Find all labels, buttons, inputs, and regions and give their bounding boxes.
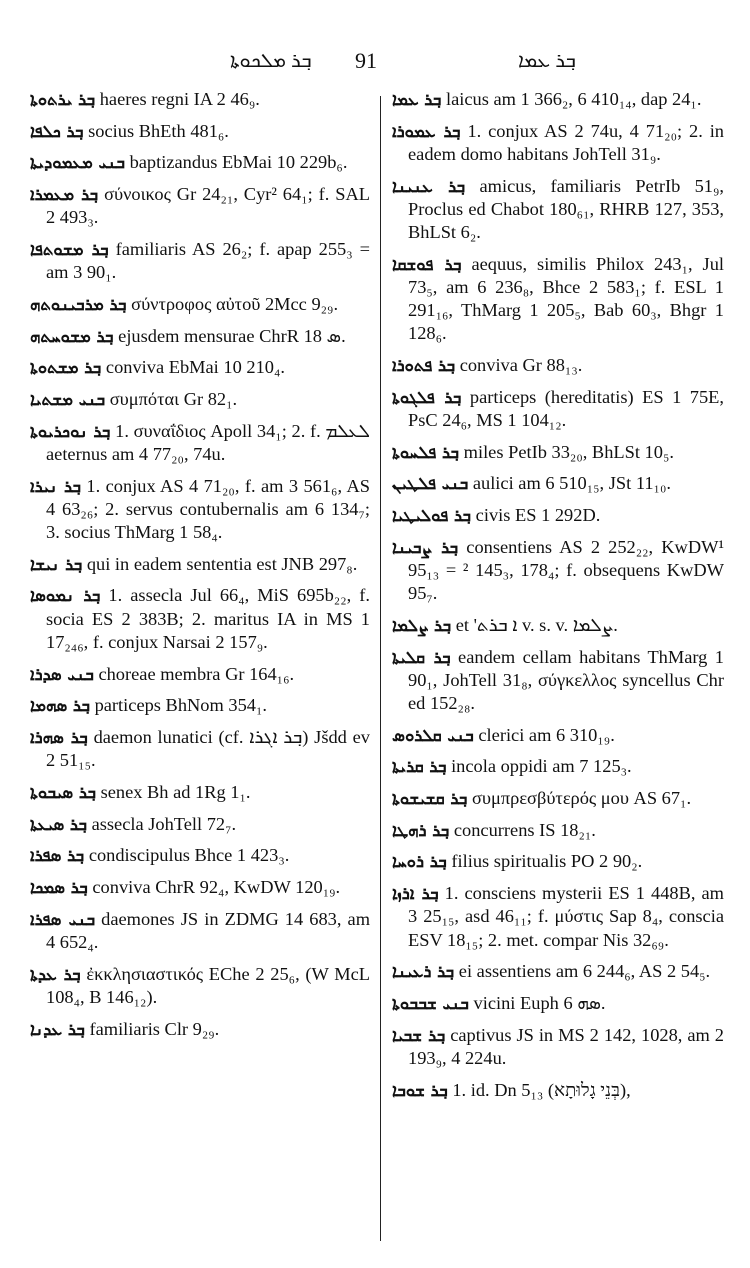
right-running-head: ܒ݂ܪ ܥܡܐ (518, 50, 576, 72)
dictionary-entry (30, 694, 370, 717)
dictionary-entry (392, 724, 724, 747)
entry-definition: daemones JS in ZDMG 14 683, am 4 652₄. (46, 908, 370, 952)
syriac-headword: ܒ݂ܪ ܡܫܬܘܬܐ (30, 358, 102, 378)
syriac-headword: ܒ݂ܪ ܩܫܝܫܘܬܐ (392, 789, 468, 809)
entry-definition: choreae membra Gr 164₁₆. (98, 663, 295, 684)
syriac-headword: ܒ݂ܪ ܥܡܘܪܐ (392, 121, 461, 141)
syriac-headword: ܒ݂ܪ ܡܪܒܝܢܘܬܗ (30, 294, 127, 314)
entry-definition: familiaris AS 26₂; f. apap 255₃ = am 3 90₁. (46, 239, 370, 283)
syriac-headword: ܒܢܝ ܫܒܒܘܬܐ (392, 994, 469, 1013)
syriac-headword: ܒ݂ܪ ܨܠܡܐ (392, 615, 452, 635)
syriac-headword: ܒ݂ܪ ܝܪܬܘܬܐ (30, 90, 96, 109)
dictionary-entry (392, 536, 724, 606)
entry-definition: σύντροφος αὐτοῦ 2Mcc 9₂₉. (131, 293, 339, 314)
entry-definition: aulici am 6 510₁₅, JSt 11₁₀. (472, 473, 671, 494)
dictionary-entry (392, 504, 724, 527)
dictionary-entry (30, 553, 370, 576)
entry-definition: baptizandus EbMai 10 229b₆. (129, 152, 348, 173)
syriac-headword: ܒܢܝ ܡܫܬܝܐ (30, 390, 106, 410)
entry-definition: aequus, similis Philox 243₁, Jul 73₅, am 6 236₈, Bhce 2 583₁; f. ESL 1 291₁₆, ThMarg 1 205₅, Bab 60₃, Bhgr 1 128₆. (408, 253, 724, 344)
dictionary-entry (30, 963, 370, 1009)
dictionary-entry (392, 472, 724, 495)
entry-definition: consentiens AS 2 252₂₂, KwDW¹ 95₁₃ = ² 145₃, 178₄; f. obsequens KwDW 95₇. (408, 536, 724, 604)
syriac-headword: ܒ݂ܪ ܨܒܝܢܐ (392, 537, 459, 557)
entry-definition: haeres regni IA 2 46₉. (99, 89, 260, 109)
dictionary-entry (30, 238, 370, 284)
entry-definition: particeps BhNom 354₁. (94, 695, 267, 716)
page-number: 91 (355, 48, 377, 73)
entry-definition: 1. conjux AS 4 71₂₀, f. am 3 561₆, AS 4 63₂₆; 2. servus contubernalis am 6 134₇; 3. socius ThMarg 1 58₄. (46, 475, 370, 543)
entry-definition: laicus am 1 366₂, 6 410₁₄, dap 24₁. (445, 89, 702, 109)
dictionary-entry (30, 1018, 370, 1041)
entry-definition: filius spiritualis PO 2 90₂. (451, 851, 643, 872)
syriac-headword: ܒ݂ܪ ܥܕܬܐ (30, 964, 81, 984)
dictionary-entry (392, 882, 724, 952)
entry-definition: ei assentiens am 6 244₆, AS 2 54₅. (458, 961, 711, 982)
entry-definition: senex Bh ad 1Rg 1₁. (100, 781, 251, 802)
syriac-headword: ܒ݂ܪ ܣܦܪܐ (30, 846, 85, 866)
entry-definition: 1. συναΐδιος Apoll 34₁; 2. f. ܠܥܠܡ aeternus am 4 77₂₀, 74u. (46, 420, 370, 464)
entry-definition: ejusdem mensurae ChrR ܣ 18. (118, 325, 346, 346)
syriac-headword: ܒ݂ܪ ܢܡܘܣܐ (30, 586, 101, 606)
syriac-headword: ܒ݂ܪ ܐܪܙܐ (392, 884, 439, 904)
entry-definition: captivus JS in MS 2 142, 1028, am 2 193₉, 4 224u. (408, 1024, 724, 1068)
syriac-headword: ܒ݂ܪ ܣܝܒܘܬܐ (30, 782, 96, 802)
dictionary-entry (30, 726, 370, 772)
syriac-headword: ܒܢܝ ܦܠܛܝܢ (392, 474, 469, 494)
syriac-headword: ܒ݂ܪ ܡܫܘܚܬܗ (30, 326, 114, 346)
dictionary-entry (30, 844, 370, 867)
dictionary-entry (30, 120, 370, 143)
syriac-headword: ܒ݂ܪ ܪܗܛܐ (392, 820, 450, 840)
entry-definition: condiscipulus Bhce 1 423₃. (88, 845, 290, 866)
syriac-headword: ܒ݂ܪ ܢܘܟܪܝܘܬܐ (30, 421, 111, 441)
entry-definition: civis ES 1 292D. (475, 505, 601, 526)
dictionary-entry (30, 876, 370, 899)
entry-definition: miles PetIb 33₂₀, BhLSt 10₅. (463, 441, 674, 462)
syriac-headword: ܒ݂ܪ ܫܘܒܐ (392, 1080, 448, 1100)
entry-definition: συμπρεσβύτερός μου AS 67₁. (471, 788, 692, 809)
entry-definition: concurrens IS 18₂₁. (453, 819, 596, 840)
dictionary-entry (392, 819, 724, 842)
syriac-headword: ܒܢܝ ܡܥܡܘܕܝܬܐ (30, 153, 125, 173)
dictionary-entry (30, 420, 370, 466)
entry-definition: clerici am 6 310₁₉. (478, 724, 615, 745)
dictionary-entry (30, 151, 370, 174)
syriac-headword: ܒ݂ܪ ܣܗܪܐ (30, 727, 88, 747)
dictionary-entry (392, 614, 724, 637)
entry-definition: σύνοικος Gr 24₂₁, Cyr² 64₁; f. SAL 2 493₃. (46, 184, 370, 228)
syriac-headword: ܒܢܝ ܩܠܪܘܣ (392, 725, 474, 745)
entry-definition: vicini Euph ܣܗ 6. (473, 993, 606, 1013)
syriac-headword: ܒܢܝ ܣܦܪܐ (30, 909, 96, 929)
dictionary-entry (392, 386, 724, 432)
syriac-headword: ܒ݂ܪ ܡܫܘܬܦܐ (30, 240, 109, 260)
entry-definition: socius BhEth 481₆. (88, 120, 229, 141)
entry-definition: conviva ChrR 92₄, KwDW 120₁₉. (92, 876, 341, 897)
dictionary-entry (392, 354, 724, 377)
syriac-headword: ܒ݂ܪ ܢܝܫܐ (30, 554, 83, 574)
dictionary-entry (30, 781, 370, 804)
entry-definition: qui in eadem sententia est JNB 297₈. (86, 553, 358, 574)
dictionary-entry (30, 908, 370, 954)
dictionary-entry (392, 992, 724, 1015)
syriac-headword: ܒ݂ܪ ܥܕܢܐ (30, 1019, 85, 1039)
dictionary-entry (30, 475, 370, 545)
dictionary-entry (392, 1024, 724, 1070)
entry-definition: συμπόται Gr 82₁. (109, 389, 238, 410)
syriac-headword: ܒ݂ܪ ܪܘܚܐ (392, 852, 447, 872)
syriac-headword: ܒ݂ܪ ܦܘܫܩܐ (392, 254, 462, 274)
entry-definition: familiaris Clr 9₂₉. (89, 1018, 220, 1039)
dictionary-entry (392, 646, 724, 716)
syriac-headword: ܒ݂ܪ ܫܒܝܐ (392, 1025, 446, 1045)
syriac-headword: ܒ݂ܪ ܣܝܥܬܐ (30, 814, 87, 834)
syriac-headword: ܒ݂ܪ ܢܝܪܐ (30, 476, 81, 496)
dictionary-entry (30, 88, 370, 111)
entry-definition: et 'ܐ ܒܪܬ v. s. v. ܨܠܡܐ. (455, 614, 618, 635)
dictionary-entry (392, 120, 724, 166)
syriac-headword: ܒ݂ܪ ܦܘܠܝܛܝܐ (392, 506, 472, 526)
entry-definition: eandem cellam habitans ThMarg 1 90₁, JohTell 31₈, σύγκελλος syncellus Chr ed 152₂₈. (408, 646, 724, 713)
entry-definition: 1. id. Dn 5₁₃ (בְּנֵי גָלוּתָא), (452, 1079, 631, 1100)
entry-definition: 1. conjux AS 2 74u, 4 71₂₀; 2. in eadem domo habitans JohTell 31₉. (408, 120, 724, 164)
syriac-headword: ܒ݂ܪ ܥܡܐ (392, 90, 442, 109)
dictionary-entry (30, 325, 370, 348)
dictionary-entry (392, 1079, 724, 1102)
syriac-headword: ܒ݂ܪ ܩܠܝܬܐ (392, 647, 451, 667)
entry-definition: 1. assecla Jul 66₄, MiS 695b₂₂, f. socia ES 2 383B; 2. maritus IA in MS 1 17₂₄₆, f. conjux Narsai 2 157₉. (46, 585, 370, 652)
dictionary-entry (30, 388, 370, 411)
dictionary-entry (30, 813, 370, 836)
dictionary-entry (392, 441, 724, 464)
dictionary-entry (30, 584, 370, 654)
column-divider (380, 96, 381, 1241)
entry-definition: ἐκκλησιαστικός EChe 2 25₆, (W McL 108₄, B 146₁₂). (46, 963, 370, 1007)
entry-definition: assecla JohTell 72₇. (91, 813, 237, 834)
dictionary-entry (392, 253, 724, 346)
syriac-headword: ܒ݂ܪ ܣܗܡܐ (30, 696, 90, 716)
syriac-headword: ܒ݂ܪ ܡܥܡܪܐ (30, 185, 99, 205)
entry-definition: daemon lunatici (cf. ܒ݂ܪ ܐܓܪܐ) Jšdd ev 2 51₁₅. (46, 726, 370, 771)
syriac-headword: ܒ݂ܪ ܦܠܓܘܬܐ (392, 387, 462, 407)
dictionary-entry (392, 787, 724, 810)
left-column (30, 88, 370, 1049)
entry-definition: incola oppidi am 7 125₃. (451, 756, 632, 777)
entry-definition: conviva EbMai 10 210₄. (105, 357, 285, 378)
dictionary-entry (30, 293, 370, 316)
syriac-headword: ܒܢܝ ܣܕܪܐ (30, 664, 94, 684)
dictionary-entry (392, 755, 724, 778)
syriac-headword: ܒ݂ܪ ܦܠܚܘܬܐ (392, 442, 460, 462)
left-running-head: ܒ݂ܪ ܡܠܟܘܬܐ (230, 50, 312, 72)
syriac-headword: ܒ݂ܪ ܩܪܝܬܐ (392, 757, 447, 777)
right-column (392, 88, 724, 1110)
entry-definition: 1. consciens mysterii ES 1 448B, am 3 25₁₅, asd 46₁₁; f. μύστις Sap 8₄, conscia ESV 18₁₅; 2. met. compar Nis 32₆₉. (408, 883, 724, 950)
dictionary-entry (392, 88, 724, 111)
dictionary-entry (392, 175, 724, 245)
entry-definition: amicus, familiaris PetrIb 51₉, Proclus ed Chabot 180₆₁, RHRB 127, 353, BhLSt 6₂. (408, 175, 724, 243)
syriac-headword: ܒ݂ܪ ܣܡܟܐ (30, 877, 88, 897)
dictionary-entry (30, 183, 370, 229)
syriac-headword: ܒ݂ܪ ܪܥܝܢܐ (392, 962, 455, 982)
dictionary-entry (392, 960, 724, 983)
entry-definition: particeps (hereditatis) ES 1 75E, PsC 24₆, MS 1 104₁₂. (408, 386, 724, 430)
syriac-headword: ܒ݂ܪ ܥܢܝܢܐ (392, 176, 466, 196)
entry-definition: conviva Gr 88₁₃. (459, 355, 583, 376)
running-header (0, 48, 750, 78)
dictionary-entry (30, 356, 370, 379)
syriac-headword: ܒ݂ܪ ܦܬܘܪܐ (392, 356, 456, 376)
syriac-headword: ܒ݂ܪ ܟܠܦܐ (30, 121, 84, 141)
dictionary-entry (30, 663, 370, 686)
dictionary-entry (392, 850, 724, 873)
